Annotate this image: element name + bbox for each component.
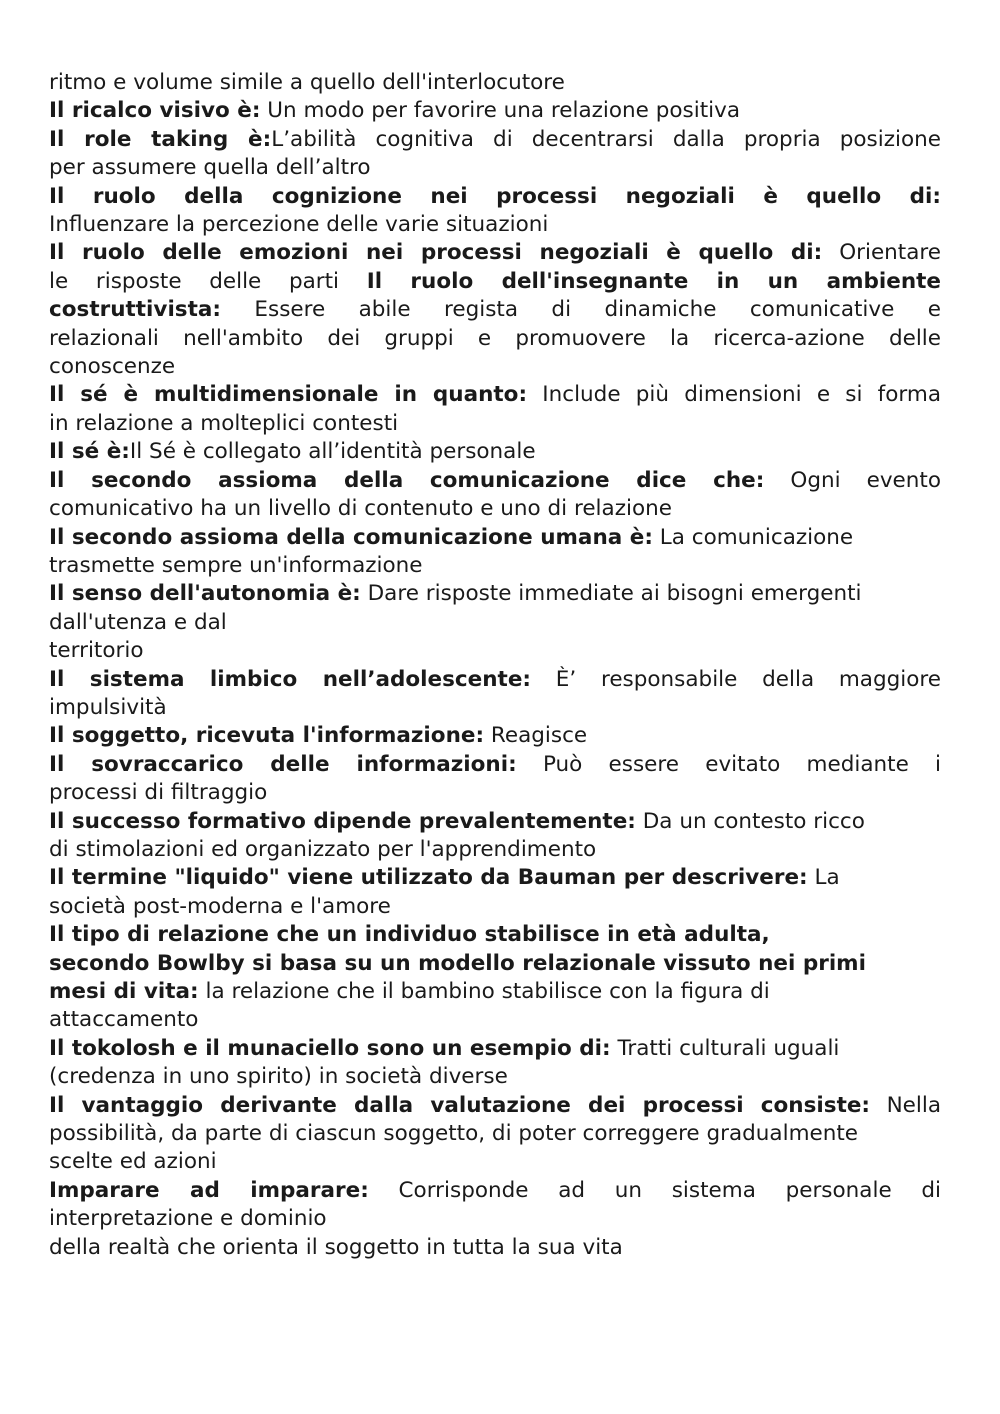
answer: Dare risposte immediate ai bisogni emergenti — [367, 581, 862, 607]
answer: Da un contesto ricco — [642, 808, 865, 834]
question: Il senso dell'autonomia è: — [49, 581, 361, 607]
question: Il secondo assioma della comunicazione umana è: — [49, 524, 653, 550]
answer: È’ responsabile della maggiore — [555, 666, 941, 692]
qa-line — [49, 183, 941, 211]
text-line: possibilità, da parte di ciascun soggetto, di poter correggere gradualmente — [49, 1121, 859, 1147]
qa-line — [49, 296, 941, 324]
question: secondo Bowlby si basa su un modello relazionale vissuto nei primi — [49, 950, 866, 976]
qa-line — [49, 751, 941, 779]
qa-line — [49, 864, 941, 892]
question: Imparare ad imparare: — [49, 1177, 369, 1203]
qa-line — [49, 268, 941, 296]
text-line: dall'utenza e dal — [49, 609, 227, 635]
qa-line — [49, 239, 941, 267]
question: Il role taking è: — [49, 126, 272, 152]
text-line: (credenza in uno spirito) in società diverse — [49, 1064, 508, 1090]
answer: La — [814, 865, 840, 891]
text-line: ritmo e volume simile a quello dell'interlocutore — [49, 70, 565, 95]
text-line: in relazione a molteplici contesti — [49, 410, 399, 436]
answer: Può essere evitato mediante i — [542, 751, 942, 777]
qa-line — [49, 1035, 941, 1063]
question: Il secondo assioma della comunicazione dice che: — [49, 467, 765, 493]
text-line: Influenzare la percezione delle varie situazioni — [49, 212, 549, 238]
text-line: conoscenze — [49, 354, 176, 380]
qa-line — [49, 722, 941, 750]
question: mesi di vita: — [49, 979, 199, 1004]
question: Il sé è: — [49, 439, 130, 465]
question: Il vantaggio derivante dalla valutazione dei processi consiste: — [49, 1092, 871, 1118]
answer: La comunicazione — [659, 524, 854, 550]
text-line: per assumere quella dell’altro — [49, 155, 371, 181]
question: Il tipo di relazione che un individuo stabilisce in età adulta, — [49, 922, 770, 948]
text-line: territorio — [49, 638, 144, 664]
text-line: comunicativo ha un livello di contenuto e uno di relazione — [49, 496, 672, 522]
text-line: di stimolazioni ed organizzato per l'apprendimento — [49, 836, 597, 862]
qa-line — [49, 950, 941, 978]
document-page — [49, 69, 941, 1262]
answer: Corrisponde ad un sistema personale di — [398, 1177, 942, 1203]
qa-line — [49, 808, 941, 836]
question: Il sistema limbico nell’adolescente: — [49, 666, 532, 692]
text-line: processi di filtraggio — [49, 780, 268, 806]
answer: Il Sé è collegato all’identità personale — [129, 439, 536, 465]
question: Il termine "liquido" viene utilizzato da Bauman per descrivere: — [49, 865, 808, 891]
qa-line — [49, 921, 941, 949]
answer: Include più dimensioni e si forma — [542, 382, 941, 408]
answer: Ogni evento — [790, 467, 941, 493]
question: Il ricalco visivo è: — [49, 98, 261, 124]
answer: Tratti culturali uguali — [617, 1035, 840, 1061]
question: Il ruolo delle emozioni nei processi negoziali è quello di: — [49, 240, 823, 266]
question: Il successo formativo dipende prevalentemente: — [49, 808, 636, 834]
question: Il ruolo della cognizione nei processi negoziali è quello di: — [49, 183, 941, 209]
question: Il tokolosh e il munaciello sono un esempio di: — [49, 1035, 611, 1061]
qa-line — [49, 580, 941, 608]
answer: Orientare — [839, 240, 942, 266]
qa-line — [49, 978, 941, 1006]
answer: Nella — [886, 1092, 941, 1118]
text-line: trasmette sempre un'informazione — [49, 552, 423, 578]
qa-line — [49, 381, 941, 409]
qa-line — [49, 438, 941, 466]
qa-line — [49, 1177, 941, 1205]
question: Il ruolo dell'insegnante in un ambiente — [366, 268, 941, 294]
text-line: relazionali nell'ambito dei gruppi e promuovere la ricerca-azione delle — [49, 325, 941, 351]
answer: la relazione che il bambino stabilisce con la figura di — [205, 979, 770, 1004]
qa-line — [49, 467, 941, 495]
question: Il soggetto, ricevuta l'informazione: — [49, 723, 485, 749]
question: Il sé è multidimensionale in quanto: — [49, 382, 528, 408]
qa-line — [49, 1092, 941, 1120]
text-line: impulsività — [49, 694, 167, 720]
qa-line — [49, 666, 941, 694]
text-line: della realtà che orienta il soggetto in tutta la sua vita — [49, 1234, 623, 1260]
qa-line — [49, 126, 941, 154]
text-line: scelte ed azioni — [49, 1149, 217, 1175]
question: costruttivista: — [49, 297, 221, 323]
text-line: società post-moderna e l'amore — [49, 893, 391, 919]
qa-line — [49, 97, 941, 125]
qa-line — [49, 524, 941, 552]
answer: le risposte delle parti — [49, 268, 340, 294]
answer: Reagisce — [490, 723, 588, 749]
text-line: attaccamento — [49, 1007, 199, 1033]
answer: Essere abile regista di dinamiche comunicative e — [254, 297, 941, 323]
text-line: interpretazione e dominio — [49, 1206, 327, 1232]
answer: L’abilità cognitiva di decentrarsi dalla propria posizione — [271, 126, 941, 152]
question: Il sovraccarico delle informazioni: — [49, 751, 517, 777]
answer: Un modo per favorire una relazione positiva — [267, 98, 741, 124]
